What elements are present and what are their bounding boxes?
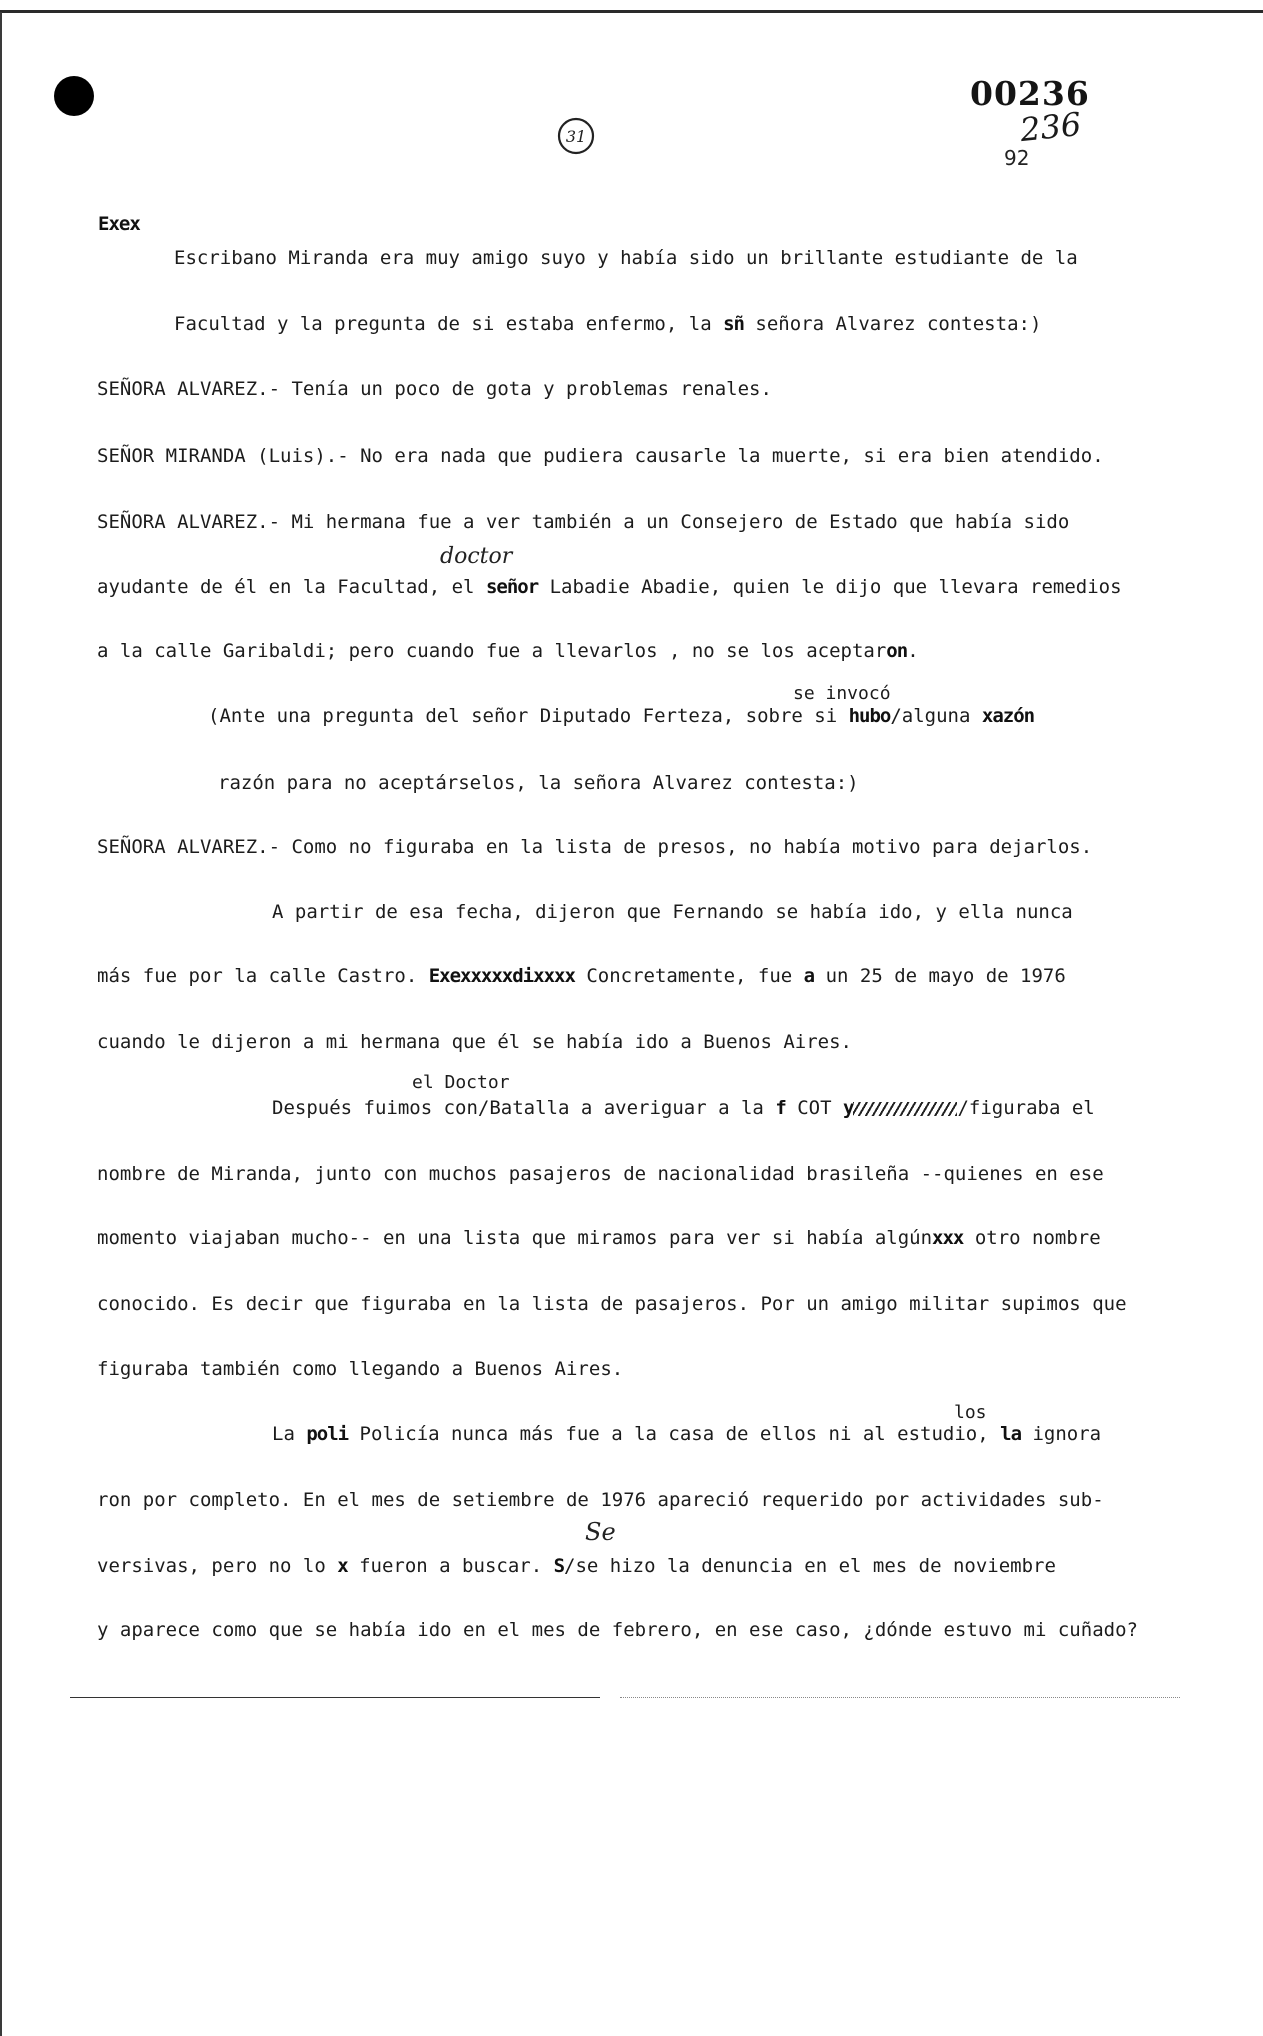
struck-text: poli <box>306 1423 349 1445</box>
struck-text: f <box>775 1097 786 1119</box>
text-span: /alguna <box>890 705 982 727</box>
circle-icon <box>556 116 596 156</box>
text-line <box>97 964 1066 988</box>
handwritten-annotation: Se <box>585 1518 616 1546</box>
text-line <box>208 704 1034 728</box>
text-span: más fue por la calle Castro. <box>97 965 429 987</box>
interlinear-insertion: se invocó <box>793 683 891 704</box>
text-line <box>97 1554 1056 1578</box>
bottom-separator-line <box>70 1697 600 1698</box>
text-span: fueron a buscar. <box>347 1555 554 1577</box>
handwritten-number: 236 <box>1018 104 1083 150</box>
text-span: Concretamente, fue <box>574 965 804 987</box>
text-span: Policía nunca más fue a la casa de ellos ni al estudio, <box>348 1423 1001 1445</box>
text-line: cuando le dijeron a mi hermana que él se había ido a Buenos Aires. <box>97 1031 852 1053</box>
text-line: SEÑOR MIRANDA (Luis).- No era nada que pudiera causarle la muerte, si era bien atendido. <box>97 445 1104 467</box>
bottom-dotted-line <box>620 1697 1180 1699</box>
text-span: /figuraba el <box>957 1097 1095 1119</box>
text-span: ignora <box>1021 1423 1102 1445</box>
text-span: Facultad y la pregunta de si estaba enfermo, la <box>174 313 724 335</box>
text-span: Labadie Abadie, quien le dijo que llevara remedios <box>538 576 1122 598</box>
text-line <box>97 575 1122 599</box>
text-line: figuraba también como llegando a Buenos Aires. <box>97 1358 624 1380</box>
text-line: ron por completo. En el mes de setiembre de 1976 apareció requerido por actividades sub- <box>97 1489 1104 1511</box>
struck-text: on <box>886 640 908 662</box>
text-span: . <box>907 640 919 662</box>
struck-text: a <box>803 965 815 987</box>
interlinear-insertion: los <box>954 1402 987 1423</box>
text-line: SEÑORA ALVAREZ.- Mi hermana fue a ver también a un Consejero de Estado que había sido <box>97 511 1070 533</box>
text-span: momento viajaban mucho-- en una lista que miramos para ver si había algún <box>97 1227 933 1249</box>
struck-scribble <box>853 1102 957 1116</box>
text-line: y aparece como que se había ido en el mes de febrero, en ese caso, ¿dónde estuvo mi cuñado? <box>97 1619 1138 1641</box>
handwritten-annotation: doctor <box>440 544 513 569</box>
text-line: nombre de Miranda, junto con muchos pasajeros de nacionalidad brasileña --quienes en ese <box>97 1163 1104 1185</box>
text-line: conocido. Es decir que figuraba en la lista de pasajeros. Por un amigo militar supimos que <box>97 1293 1127 1315</box>
struck-text: señor <box>485 576 539 598</box>
struck-text: S <box>553 1555 565 1577</box>
text-span: ayudante de él en la Facultad, el <box>97 576 486 598</box>
document-number: 00236 <box>970 74 1090 113</box>
struck-text: y <box>842 1097 854 1119</box>
page-number: 92 <box>1004 146 1030 170</box>
text-span: un 25 de mayo de 1976 <box>814 965 1066 987</box>
circled-page-mark <box>556 116 596 156</box>
text-span: versivas, pero no lo <box>97 1555 338 1577</box>
struck-text: Exex <box>98 213 140 235</box>
text-span: otro nombre <box>963 1227 1101 1249</box>
struck-text: x <box>337 1555 348 1577</box>
text-line <box>97 1226 1101 1250</box>
top-border-line <box>0 10 1263 13</box>
struck-text: xxx <box>932 1227 964 1249</box>
text-span: La <box>272 1423 307 1445</box>
text-line <box>97 639 919 663</box>
text-line <box>272 1096 1095 1120</box>
text-line: Escribano Miranda era muy amigo suyo y había sido un brillante estudiante de la <box>174 247 1078 269</box>
circled-number: 31 <box>565 127 587 146</box>
left-border-line <box>0 12 2 2036</box>
text-span: señora Alvarez contesta:) <box>743 313 1042 335</box>
struck-text: sñ <box>723 313 744 335</box>
text-span: /se hizo la denuncia en el mes de noviembre <box>564 1555 1056 1577</box>
text-line: razón para no aceptárselos, la señora Alvarez contesta:) <box>218 772 859 794</box>
struck-text: hubo <box>848 705 891 727</box>
text-line <box>174 312 1041 336</box>
text-line: A partir de esa fecha, dijeron que Fernando se había ido, y ella nunca <box>272 901 1073 923</box>
text-line: SEÑORA ALVAREZ.- Tenía un poco de gota y problemas renales. <box>97 378 772 400</box>
punch-hole-mark <box>54 76 94 116</box>
struck-text: la <box>1000 1423 1022 1445</box>
text-line <box>272 1422 1101 1446</box>
text-span: a la calle Garibaldi; pero cuando fue a llevarlos , no se los aceptar <box>97 640 887 662</box>
text-span: Después fuimos con/Batalla a averiguar a la <box>272 1097 776 1119</box>
text-line: SEÑORA ALVAREZ.- Como no figuraba en la lista de presos, no había motivo para dejarlos. <box>97 836 1093 858</box>
struck-text: Exexxxxxdixxxx <box>428 965 575 987</box>
interlinear-insertion: el Doctor <box>412 1072 510 1093</box>
struck-text: xazón <box>981 705 1035 727</box>
text-span: COT <box>785 1097 843 1119</box>
text-span: (Ante una pregunta del señor Diputado Ferteza, sobre si <box>208 705 849 727</box>
